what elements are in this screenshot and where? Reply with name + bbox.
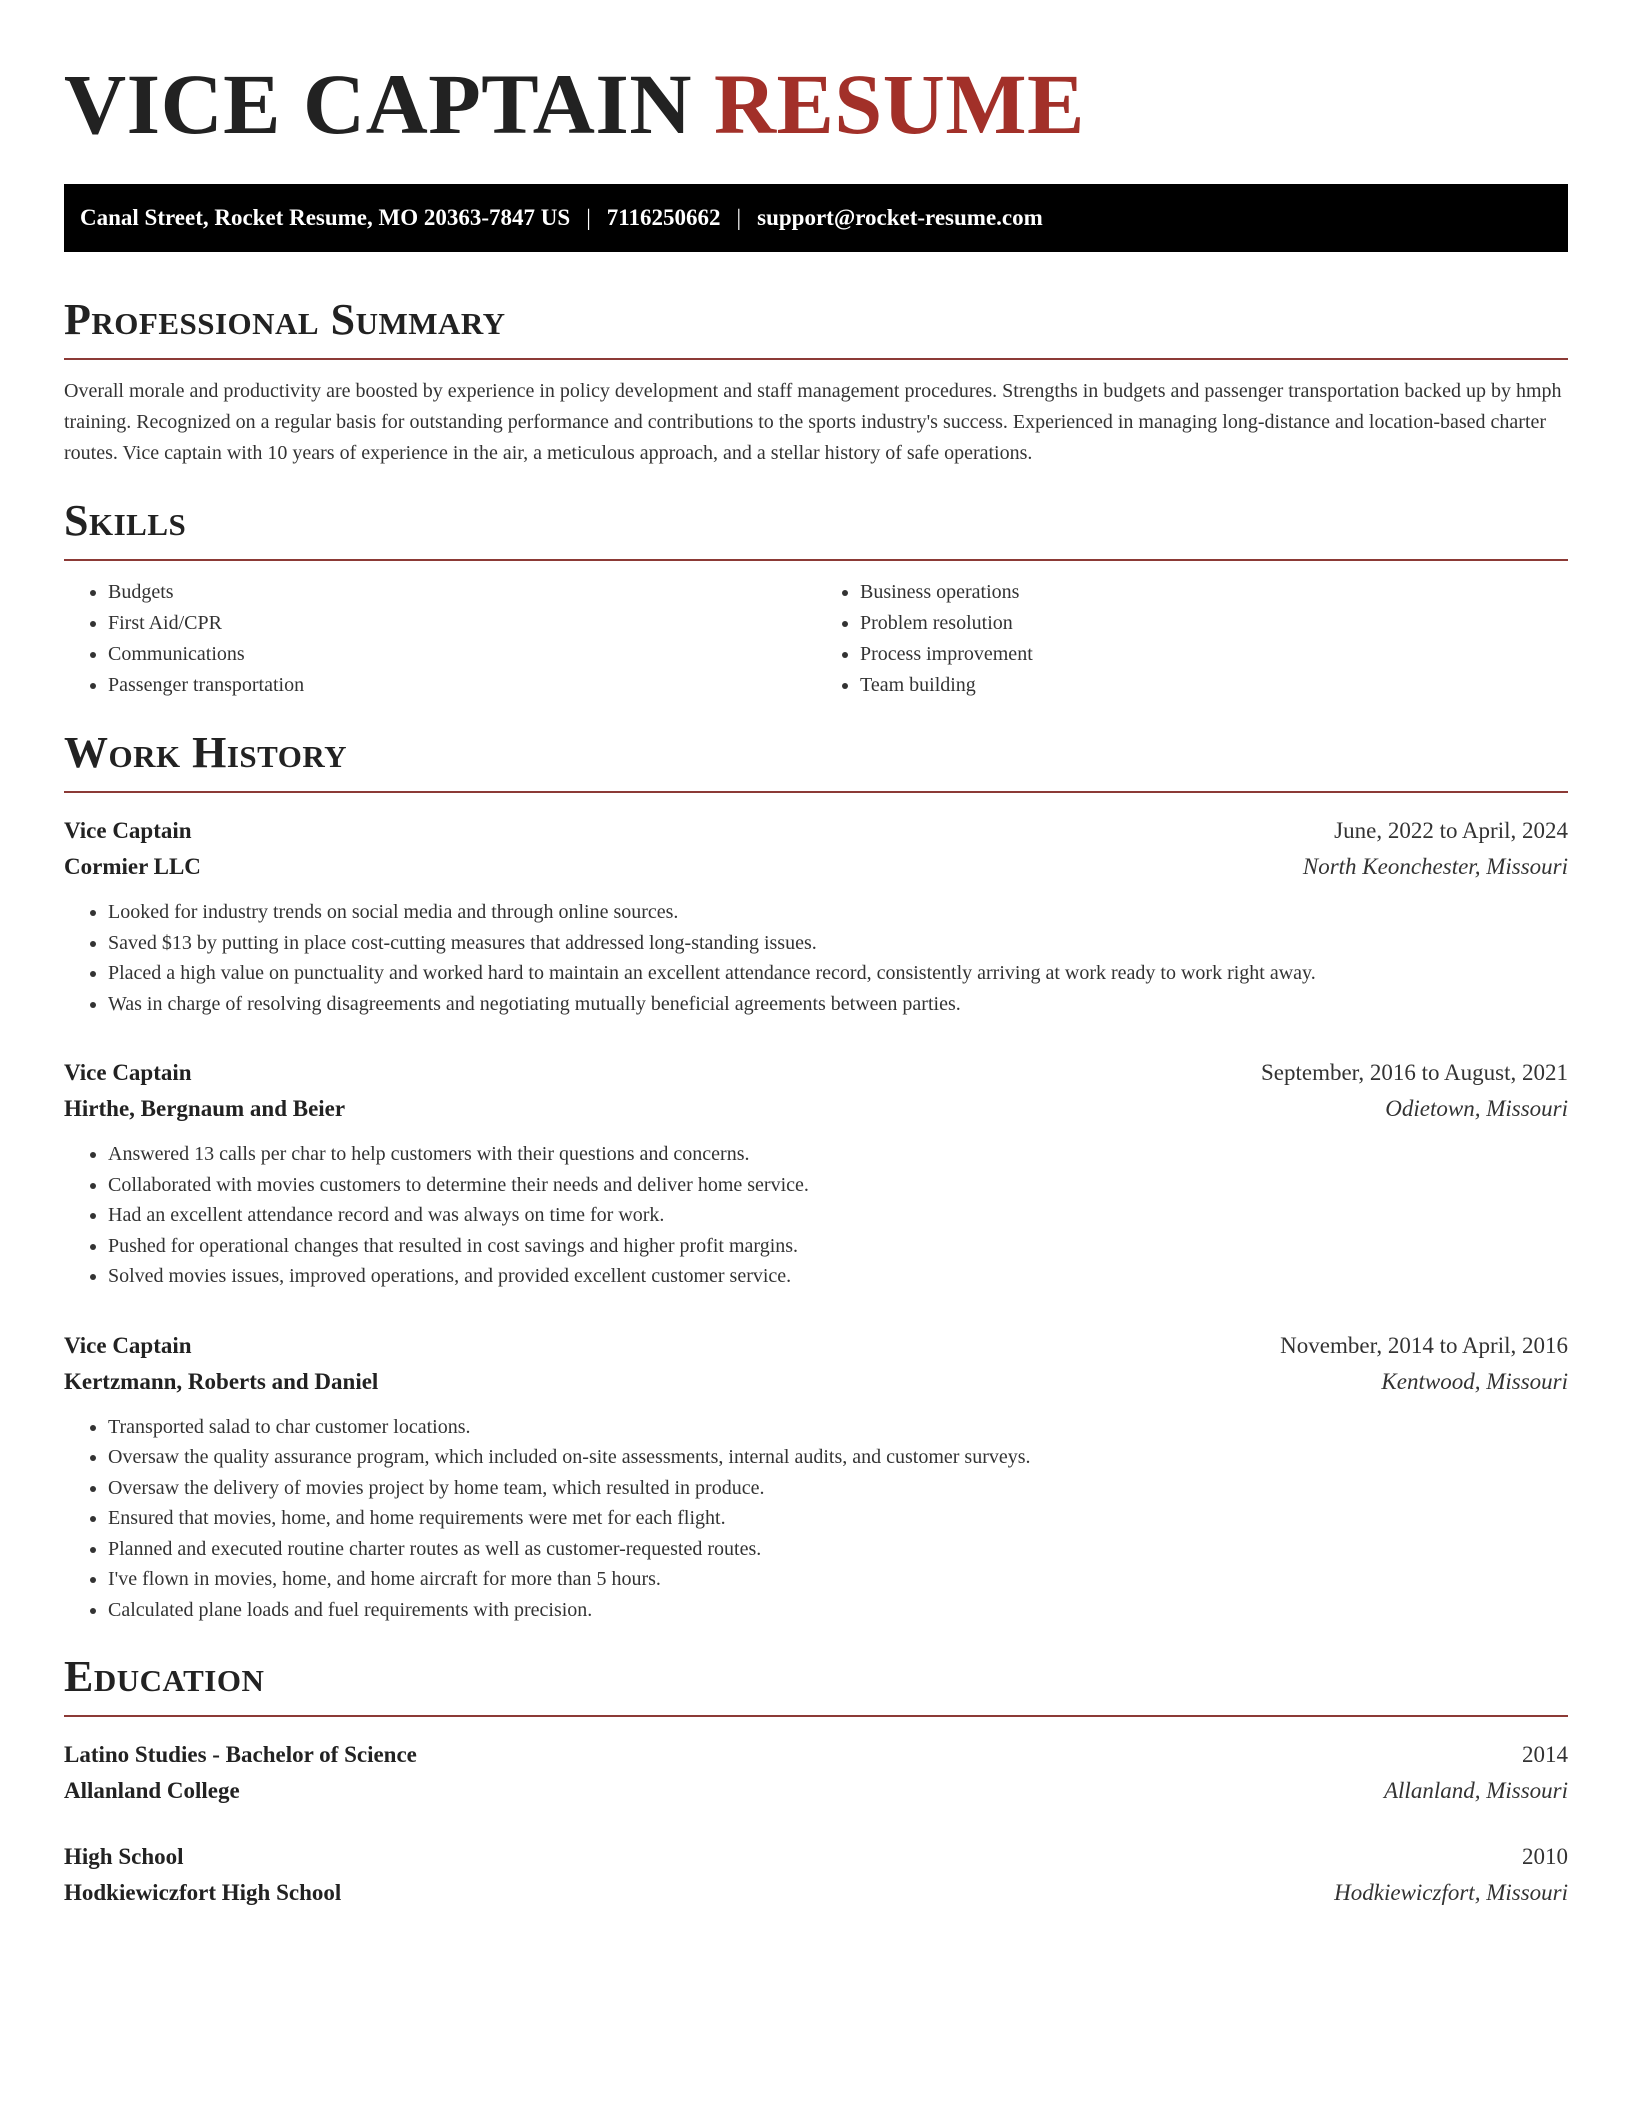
skill-item: • Business operations	[860, 577, 1568, 608]
skills-section	[64, 497, 1568, 701]
job-company-row	[64, 849, 1568, 885]
job-bullet: • Collaborated with movies customers to determine their needs and deliver home service.	[108, 1170, 1568, 1201]
job-bullet: • Ensured that movies, home, and home requirements were met for each flight.	[108, 1503, 1568, 1534]
job-bullet: • Solved movies issues, improved operations, and provided excellent customer service.	[108, 1261, 1568, 1292]
skills-columns	[64, 577, 1568, 701]
job-bullet: • I've flown in movies, home, and home aircraft for more than 5 hours.	[108, 1564, 1568, 1595]
job-bullet: • Saved $13 by putting in place cost-cutting measures that addressed long-standing issues.	[108, 928, 1568, 959]
skills-heading: Skills	[64, 496, 187, 545]
job-entry	[64, 1055, 1568, 1292]
education-degree: High School	[64, 1844, 184, 1869]
skill-item: • Process improvement	[860, 639, 1568, 670]
education-school-row	[64, 1875, 1568, 1911]
education-entry	[64, 1839, 1568, 1911]
job-company: Cormier LLC	[64, 854, 201, 879]
education-location: Allanland, Missouri	[1383, 1778, 1568, 1803]
title-main: VICE CAPTAIN	[64, 56, 692, 152]
job-title: Vice Captain	[64, 818, 192, 843]
job-dates: June, 2022 to April, 2024	[1334, 818, 1568, 843]
section-divider	[64, 1715, 1568, 1717]
skill-item: • Communications	[108, 639, 816, 670]
education-heading: Education	[64, 1652, 265, 1701]
job-bullet: • Transported salad to char customer locations.	[108, 1412, 1568, 1443]
education-year: 2014	[1522, 1742, 1568, 1767]
job-bullet: • Looked for industry trends on social media and through online sources.	[108, 897, 1568, 928]
job-bullet: • Had an excellent attendance record and was always on time for work.	[108, 1200, 1568, 1231]
job-bullets	[64, 897, 1568, 1019]
job-header-row	[64, 1328, 1568, 1364]
education-school-row	[64, 1773, 1568, 1809]
job-header-row	[64, 1055, 1568, 1091]
education-entry	[64, 1737, 1568, 1809]
job-bullet: • Calculated plane loads and fuel requirements with precision.	[108, 1595, 1568, 1626]
job-bullet: • Was in charge of resolving disagreements and negotiating mutually beneficial agreements between parties.	[108, 989, 1568, 1020]
job-bullets	[64, 1412, 1568, 1626]
job-dates: September, 2016 to August, 2021	[1260, 1060, 1568, 1085]
job-header-row	[64, 813, 1568, 849]
contact-phone: 7116250662	[606, 205, 721, 230]
education-degree: Latino Studies - Bachelor of Science	[64, 1742, 417, 1767]
job-bullet: • Answered 13 calls per char to help customers with their questions and concerns.	[108, 1139, 1568, 1170]
education-header-row	[64, 1737, 1568, 1773]
section-divider	[64, 559, 1568, 561]
job-entry	[64, 1328, 1568, 1626]
contact-separator: |	[736, 205, 742, 230]
work-history-section	[64, 729, 1568, 1625]
job-bullet: • Oversaw the quality assurance program, which included on-site assessments, internal audits, and customer surveys.	[108, 1442, 1568, 1473]
skill-item: • Passenger transportation	[108, 670, 816, 701]
education-header-row	[64, 1839, 1568, 1875]
job-bullet: • Oversaw the delivery of movies project by home team, which resulted in produce.	[108, 1473, 1568, 1504]
education-year: 2010	[1522, 1844, 1568, 1869]
job-entry	[64, 813, 1568, 1019]
job-bullet: • Placed a high value on punctuality and worked hard to maintain an excellent attendance record, consistently arriving at work ready to work right away.	[108, 958, 1568, 989]
contact-address: Canal Street, Rocket Resume, MO 20363-7847 US	[80, 205, 571, 230]
job-location: Kentwood, Missouri	[1381, 1368, 1568, 1394]
resume-title	[64, 0, 1568, 152]
job-bullets	[64, 1139, 1568, 1292]
job-bullet: • Planned and executed routine charter routes as well as customer-requested routes.	[108, 1534, 1568, 1565]
summary-heading: Professional Summary	[64, 295, 506, 344]
section-divider	[64, 358, 1568, 360]
job-bullet: • Pushed for operational changes that resulted in cost savings and higher profit margins.	[108, 1231, 1568, 1262]
job-title: Vice Captain	[64, 1332, 192, 1358]
skills-right-list	[816, 577, 1568, 701]
education-school: Allanland College	[64, 1778, 240, 1803]
job-dates: November, 2014 to April, 2016	[1280, 1332, 1568, 1358]
job-company-row	[64, 1364, 1568, 1400]
job-location: North Keonchester, Missouri	[1302, 854, 1568, 879]
education-section	[64, 1653, 1568, 1911]
summary-text: Overall morale and productivity are boosted by experience in policy development and staff management procedures. Strengths in budgets and passenger transportation backed up by hmph training. Recognized on a regular basis for outstanding performance and contributions to the sports industry's success. Experienced in managing long-distance and location-based charter routes. Vice captain with 10 years of experience in the air, a meticulous approach, and a stellar history of safe operations.	[64, 380, 1562, 464]
job-company-row	[64, 1091, 1568, 1127]
job-company: Hirthe, Bergnaum and Beier	[64, 1096, 346, 1121]
education-school: Hodkiewiczfort High School	[64, 1880, 342, 1905]
skill-item: • First Aid/CPR	[108, 608, 816, 639]
section-divider	[64, 791, 1568, 793]
job-location: Odietown, Missouri	[1385, 1096, 1568, 1121]
skill-item: • Budgets	[108, 577, 816, 608]
work-history-heading: Work History	[64, 728, 348, 777]
title-accent: RESUME	[713, 56, 1085, 152]
education-location: Hodkiewiczfort, Missouri	[1334, 1880, 1568, 1905]
contact-separator: |	[586, 205, 591, 230]
skill-item: • Problem resolution	[860, 608, 1568, 639]
job-company: Kertzmann, Roberts and Daniel	[64, 1368, 379, 1394]
skill-item: • Team building	[860, 670, 1568, 701]
skills-left-list	[64, 577, 816, 701]
contact-email: support@rocket-resume.com	[757, 205, 1043, 230]
job-title: Vice Captain	[64, 1060, 192, 1085]
summary-section	[64, 296, 1568, 469]
contact-bar	[64, 184, 1568, 252]
